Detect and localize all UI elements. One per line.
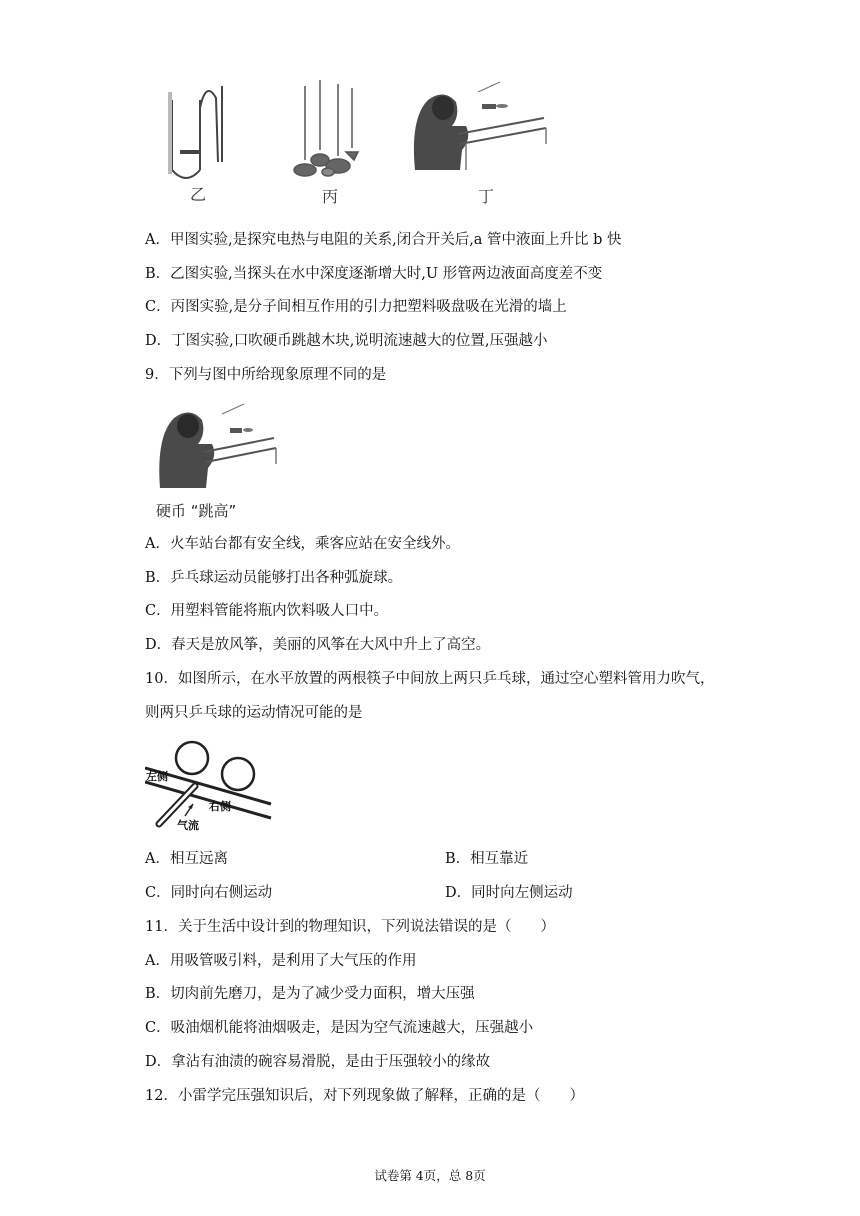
q11-stem: 11．关于生活中设计到的物理知识，下列说法错误的是（ ）	[145, 919, 555, 935]
q10-label-left: 左侧	[146, 770, 168, 783]
q9-option-a: A．火车站台都有安全线，乘客应站在安全线外。	[145, 536, 460, 552]
q8-option-a: A．甲图实验,是探究电热与电阻的关系,闭合开关后,a 管中液面上升比 b 快	[145, 232, 622, 248]
q8-option-c: C．丙图实验,是分子间相互作用的引力把塑料吸盘吸在光滑的墙上	[145, 299, 567, 315]
fig-label-ding: 丁	[478, 187, 495, 206]
q8-figure	[160, 78, 560, 208]
q8-option-d: D．丁图实验,口吹硬币跳越木块,说明流速越大的位置,压强越小	[145, 333, 548, 349]
coin-blowing-illustration	[414, 82, 546, 170]
q8-option-b: B．乙图实验,当探头在水中深度逐渐增大时,U 形管两边液面高度差不变	[145, 266, 603, 282]
q10-stem-line1: 10．如图所示，在水平放置的两根筷子中间放上两只乒乓球，通过空心塑料管用力吹气，	[145, 671, 715, 687]
q11-option-d: D．拿沾有油渍的碗容易滑脱，是由于压强较小的缘故	[145, 1054, 491, 1070]
fig-label-bing: 丙	[322, 187, 339, 206]
q9-option-c: C．用塑料管能将瓶内饮料吸人口中。	[145, 603, 389, 619]
q12-stem: 12．小雷学完压强知识后，对下列现象做了解释，正确的是（ ）	[145, 1088, 584, 1104]
q9-figure-caption: 硬币 “跳高”	[156, 502, 237, 520]
q10-option-c: C．同时向右侧运动	[145, 885, 273, 901]
u-tube-illustration	[168, 86, 222, 178]
q10-stem-line2: 则两只乒乓球的运动情况可能的是	[145, 705, 363, 721]
q10-label-airflow: 气流	[177, 819, 199, 832]
q9-stem: 9．下列与图中所给现象原理不同的是	[145, 367, 387, 383]
q9-figure	[152, 400, 282, 525]
q11-option-c: C．吸油烟机能将油烟吸走，是因为空气流速越大，压强越小	[145, 1020, 534, 1036]
fig-label-yi: 乙	[190, 185, 207, 204]
q11-option-a: A．用吸管吸引料，是利用了大气压的作用	[145, 953, 417, 969]
q10-option-d: D．同时向左侧运动	[445, 885, 573, 901]
q9-option-b: B．乒乓球运动员能够打出各种弧旋球。	[145, 570, 403, 586]
q10-figure	[145, 738, 280, 833]
q11-option-b: B．切肉前先磨刀，是为了减少受力面积，增大压强	[145, 986, 475, 1002]
q10-option-a: A．相互远离	[145, 851, 228, 867]
suction-cups-illustration	[294, 80, 358, 176]
q10-option-b: B．相互靠近	[445, 851, 529, 867]
page-footer: 试卷第 4页，总 8页	[374, 1168, 486, 1183]
q9-option-d: D．春天是放风筝，美丽的风筝在大风中升上了高空。	[145, 637, 491, 653]
q10-label-right: 右侧	[209, 800, 231, 813]
